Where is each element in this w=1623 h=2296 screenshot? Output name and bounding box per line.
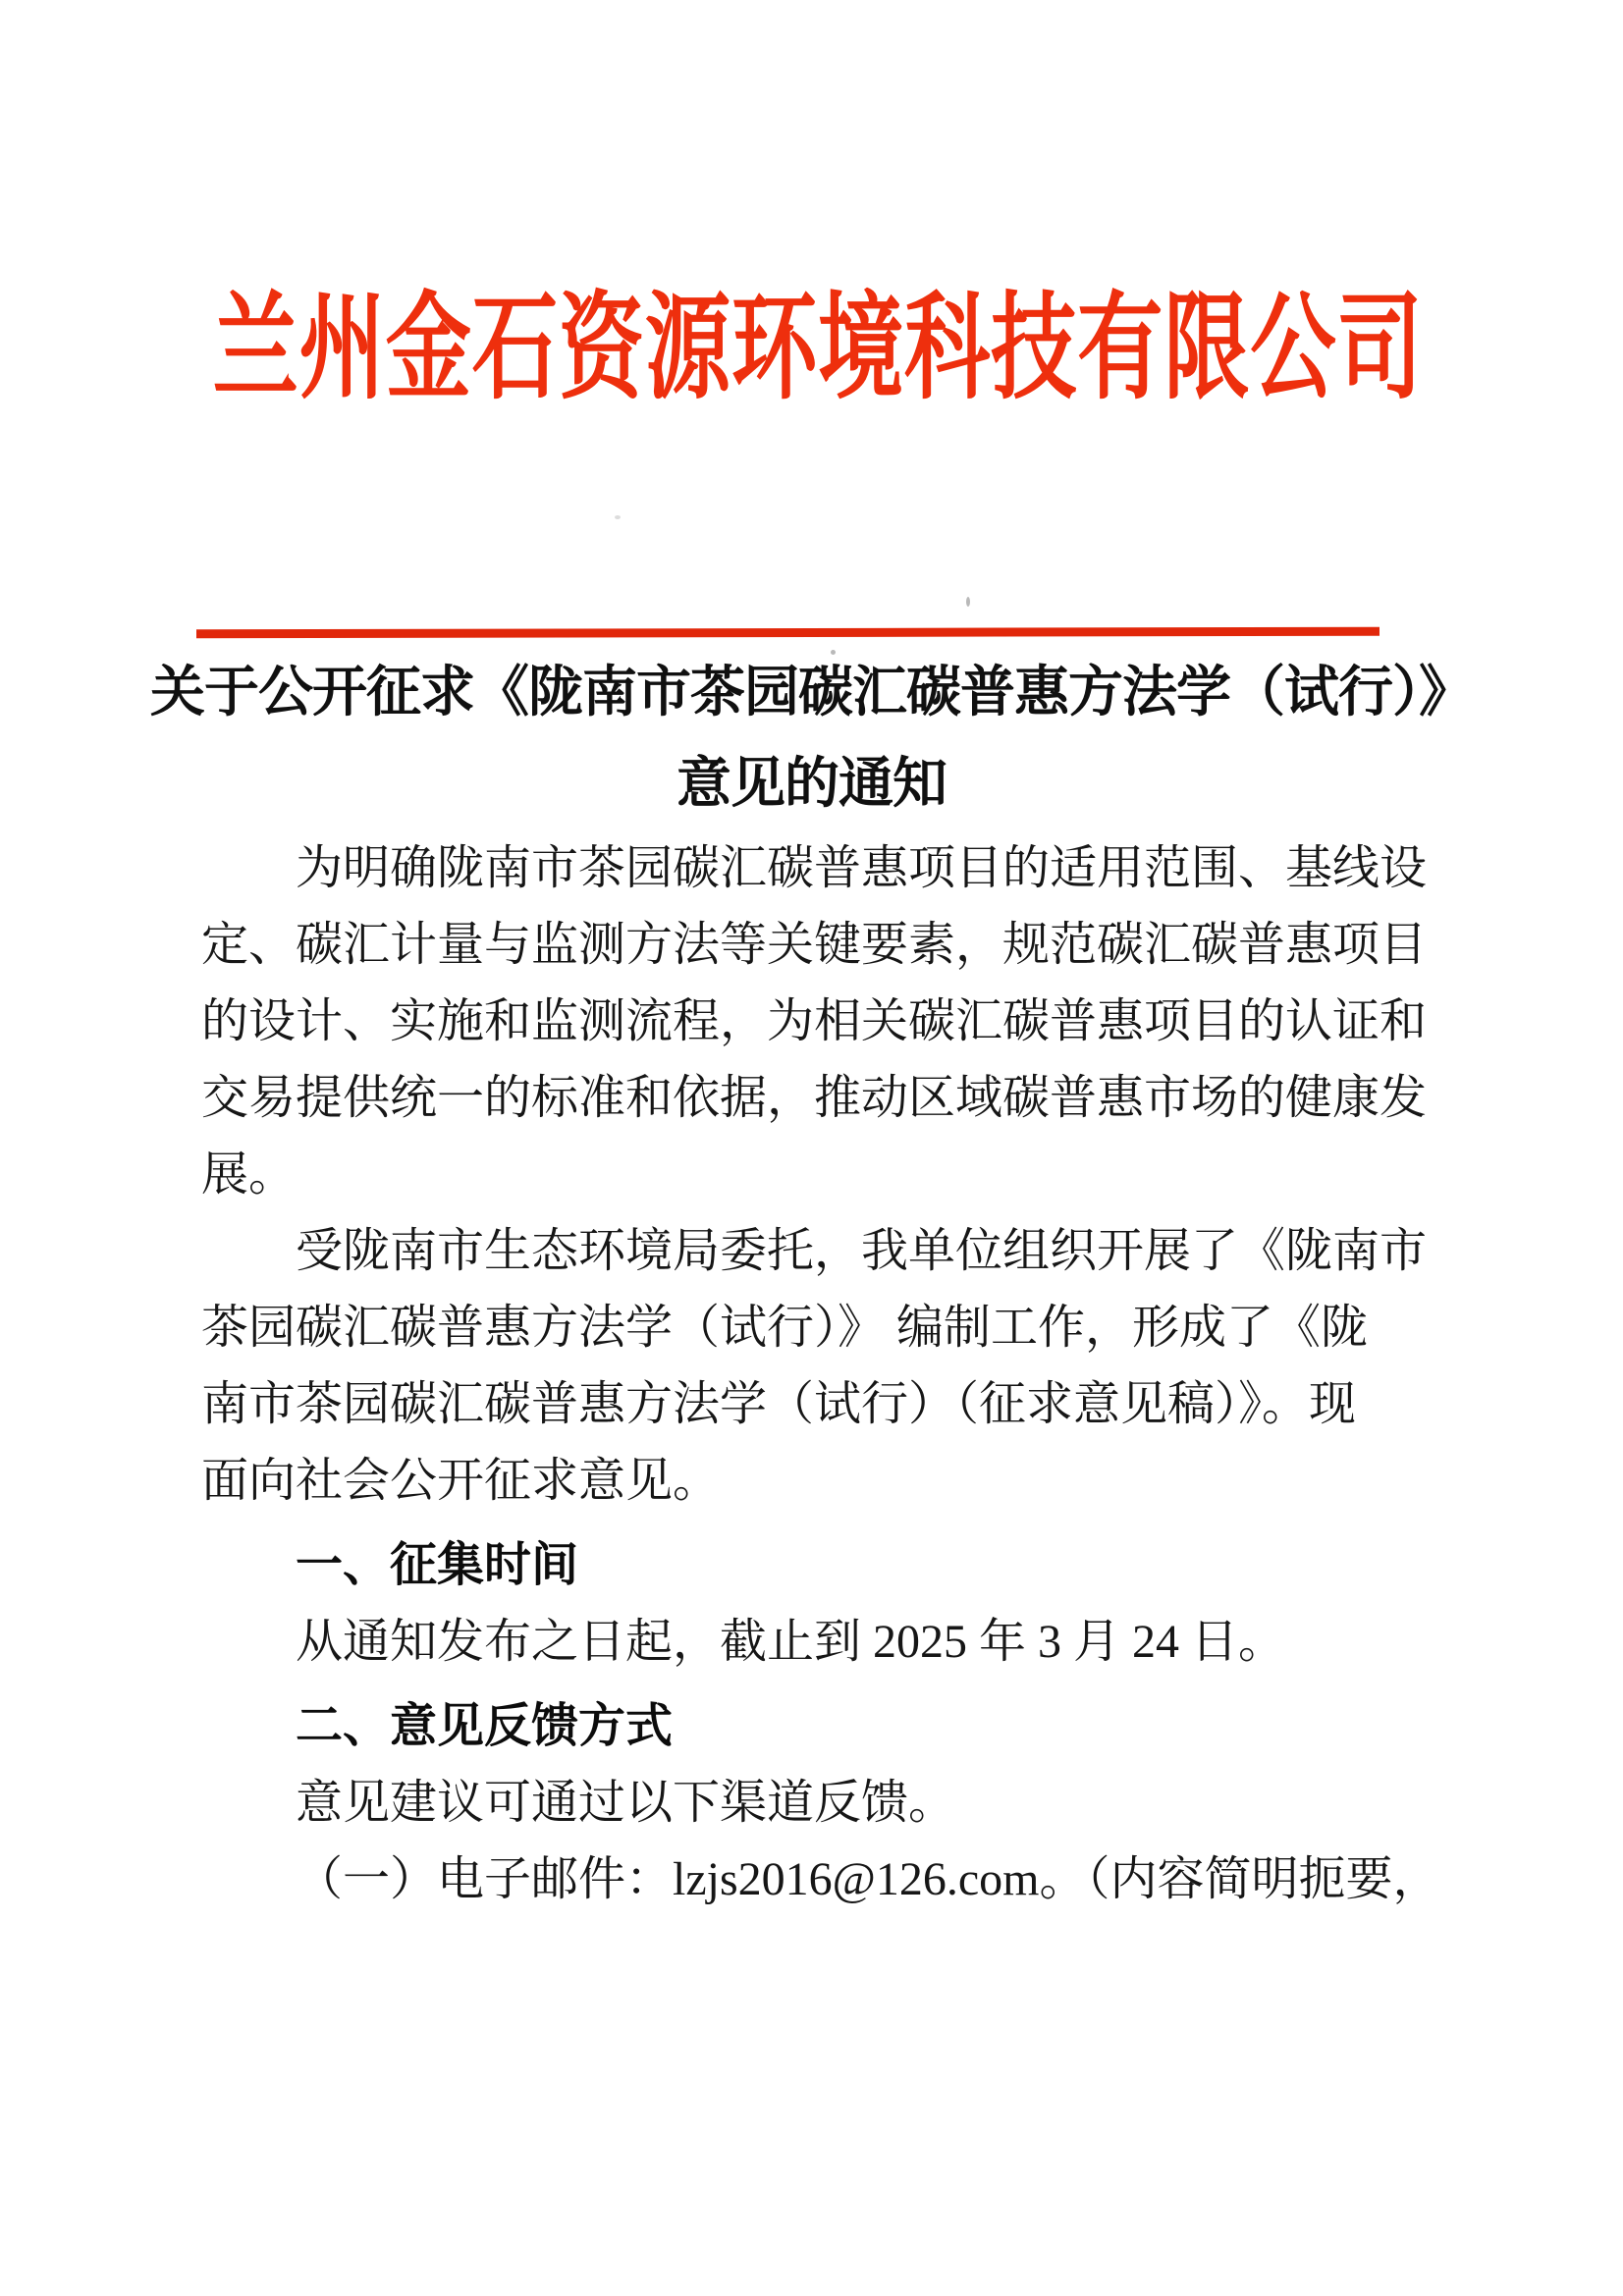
scan-speck [615,515,621,519]
paragraph1-line: 展。 [201,1148,297,1201]
paragraph1-line: 的设计、实施和监测流程，为相关碳汇碳普惠项目的认证和 [201,995,1428,1047]
section1-heading: 一、征集时间 [296,1539,579,1591]
scan-speck [966,597,970,607]
section2-item-email-line: （一）电子邮件：lzjs2016@126.com。（内容简明扼要， [296,1853,1440,1905]
paragraph2-line: 茶园碳汇碳普惠方法学（试行）》 编制工作，形成了《陇 [201,1302,1369,1354]
notice-title-line2: 意见的通知 [676,754,947,815]
section1-body-line: 从通知发布之日起，截止到 2025 年 3 月 24 日。 [296,1616,1286,1668]
paragraph1-line: 交易提供统一的标准和依据，推动区域碳普惠市场的健康发 [201,1072,1428,1124]
letterhead-company-name [0,286,1623,413]
paragraph2-line: 受陇南市生态环境局委托，我单位组织开展了《陇南市 [296,1225,1428,1277]
letterhead-red-divider [196,627,1380,639]
paragraph1-line: 为明确陇南市茶园碳汇碳普惠项目的适用范围、基线设 [296,842,1428,894]
letterhead-company-name-text: 兰州金石资源环境科技有限公司 [212,285,1424,413]
notice-title-line1: 关于公开征求《陇南市茶园碳汇碳普惠方法学（试行）》 [150,663,1473,723]
notice-body [201,830,1440,1918]
paragraph2-line: 面向社会公开征求意见。 [201,1455,721,1507]
notice-title [88,648,1535,830]
section2-heading: 二、意见反馈方式 [296,1700,674,1752]
paragraph1-line: 定、碳汇计量与监测方法等关键要素，规范碳汇碳普惠项目 [201,919,1428,971]
section2-body-line: 意见建议可通过以下渠道反馈。 [296,1777,956,1829]
paragraph2-line: 南市茶园碳汇碳普惠方法学（试行）（征求意见稿）》。现 [201,1378,1357,1430]
